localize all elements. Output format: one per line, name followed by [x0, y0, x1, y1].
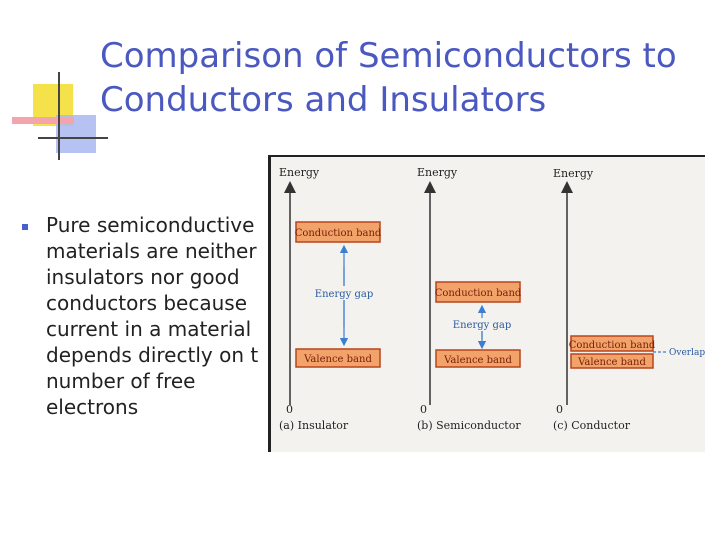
energy-axis-label-a: Energy — [279, 166, 320, 179]
zero-label-b: 0 — [420, 403, 427, 416]
caption-conductor: (c) Conductor — [553, 419, 630, 432]
overlap-label: Overlap — [669, 348, 706, 358]
valence-band-label-a: Valence band — [304, 354, 372, 365]
energy-band-figure — [268, 155, 705, 452]
caption-insulator: (a) Insulator — [279, 419, 349, 432]
conduction-band-label-b: Conduction band — [434, 288, 522, 299]
slide-title-line-2: Conductors and Insulators — [100, 80, 547, 120]
zero-label-c: 0 — [556, 403, 563, 416]
conduction-band-label-c: Conduction band — [568, 340, 656, 351]
energy-gap-label-a: Energy gap — [314, 289, 374, 300]
slide-title-line-1: Comparison of Semiconductors to — [100, 36, 677, 76]
slide-title — [100, 34, 710, 122]
conduction-band-label-a: Conduction band — [294, 228, 382, 239]
decorative-vertical-line — [58, 72, 60, 160]
decorative-red-bar — [12, 117, 74, 124]
energy-band-diagram — [271, 157, 708, 454]
energy-gap-label-b: Energy gap — [452, 320, 512, 331]
decorative-horizontal-line — [38, 137, 108, 139]
energy-axis-label-b: Energy — [417, 166, 458, 179]
valence-band-label-b: Valence band — [444, 355, 512, 366]
bullet-text: Pure semiconductive materials are neither insulators nor good conductors because current in a material depends directly on t number of free electrons — [46, 213, 259, 419]
energy-axis-label-c: Energy — [553, 167, 594, 180]
valence-band-label-c: Valence band — [578, 357, 646, 368]
caption-semiconductor: (b) Semiconductor — [417, 419, 521, 432]
bullet-marker — [22, 224, 28, 230]
zero-label-a: 0 — [286, 403, 293, 416]
